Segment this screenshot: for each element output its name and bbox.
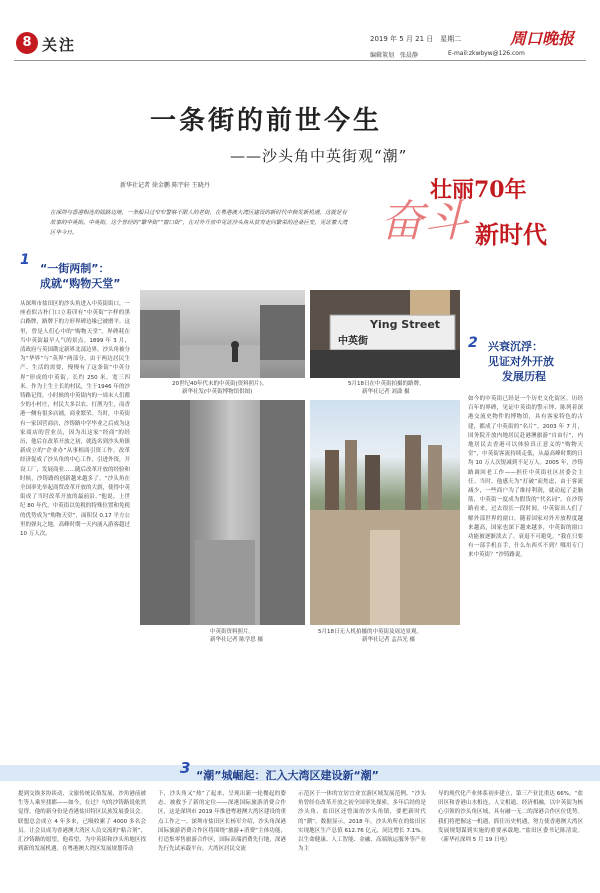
section2-title-line1: 兴衰沉浮： bbox=[488, 340, 543, 353]
header-rule bbox=[14, 60, 586, 61]
section1-title-line1: “一街两制”： bbox=[40, 262, 110, 275]
section3-col1: 提到交换多协谈动，文旅传统民俗发展，沙角港前被生等人乘坐找都——如今，在过？句的沙铸路说依然觉得，他的新身份是香港盐田特区民族发展委员会。联盟总会成立 4 年多来，已吸收累了 4000 多名会员。让会员成为香港澳大湾区人员交流的“粘合剂”，汇沙铸路的愿望。他希望，为中英街和沙头角地区找到新的发展机遇。在粤港澳大湾区发展规划带动 bbox=[18, 791, 146, 853]
issue-date: 2019 年 5 月 21 日 星期二 bbox=[370, 35, 462, 43]
photo4-credit: 新华社记者 孟昌光 摄 bbox=[362, 637, 415, 643]
photo2-caption: 5月18日在中英街拍摄的路牌。 bbox=[348, 381, 425, 387]
aerial-illustration bbox=[310, 400, 460, 625]
article-lede: 在深圳与香港相连的陆路边境，一条船只过窄窄警察不限人的老街，在粤港澳大湾区建设的新时代中焕发新机遇，这就是有故事的中英街。中英街，这个曾经的“繁华街”“窗口街”，在对外开放中见证沙头角从贫穷走向繁荣的沧桑巨变，见证着大湾区华今日。 bbox=[50, 210, 348, 236]
section2-title-line2: 见证对外开放 bbox=[488, 355, 554, 368]
anniversary-banner bbox=[380, 165, 580, 255]
section2-body: 如今的中英街已经是一个历史文化街区。历经百年的界碑，见证中英街的警示钟、陈列着深港交流史物件的博物馆，具有客家特色的古建，都成了中英街的“名片”。2003 年 7 月，国务院开放内地居民赴港澳旅游“自由行”，内地居民去香港可以体验真正意义的“购物天堂”，中英街客流持续走低，从最高峰时期的日均 10 万人次锐减到不足万人。2005 年，沙铸路调回老工作——担任中英街社区居委会主任。当时，他感天为“打破”而焦虑，由于客流减少，一些商户为了维持利润，就动起了歪脑筋，中英街一度成为假货的“代名词”。在沙铸路看来，过去很长一段时间，中英街出人们了解外部世界的窗口，随着国家对外开放程度越来越高，国家也深下越来越多，中英街的窗口功能被逐渐淡去了。衰退不可避免。“我在只要有一部手机在手，什么东西买不到？哪用专门来中英街？”沙铸路说。 bbox=[468, 396, 583, 559]
article-subtitle: ——沙头角中英街观“潮” bbox=[230, 147, 408, 165]
section3-title: “潮”城崛起：汇入大湾区建设新“潮” bbox=[196, 769, 379, 782]
section3-col4: 导的现代化产业体系初步建立，第三产业比重达 66%。“盐田区和香港山水相连，人文相通，经济相融，以中英街为核心引领的沙头角区域，具有融一无二的深港合作区位优势。我们将把握这一机遇，抓住历史机遇，努力使香港澳大湾区发展规划谋到实施的重要承载地。”盐田区委书记陈清说。（新华社深圳 5 月 19 日电） bbox=[438, 791, 583, 844]
page-header bbox=[0, 0, 600, 64]
crowded-street-photo bbox=[140, 400, 305, 625]
section2-number: 2 bbox=[468, 335, 478, 351]
section2-title-line3: 发展历程 bbox=[502, 370, 546, 383]
historic-street-illustration bbox=[140, 290, 305, 378]
newspaper-logo: 周口晚报 bbox=[510, 29, 575, 48]
street-sign-illustration bbox=[310, 290, 460, 378]
crowd-illustration bbox=[140, 400, 305, 625]
aerial-view-photo bbox=[310, 400, 460, 625]
section1-number: 1 bbox=[20, 252, 30, 268]
photo3-credit: 新华社记者 陈学思 摄 bbox=[210, 637, 263, 643]
street-sign-photo bbox=[310, 290, 460, 378]
street-sign-en: Ying Street bbox=[370, 318, 441, 331]
photo1-caption: 20世纪40年代末的中英街(资料照片)。 bbox=[172, 381, 268, 387]
section1-title-line2: 成就“购物天堂” bbox=[40, 277, 121, 290]
section-name: 关注 bbox=[42, 36, 77, 54]
section3-col3: 示范区于一体的宜居宜业宜游区域发展范例。“沙头角曾经在改革开放之初全国率先探索，多年后经的是沙头角、盐田区还曾面的沙头角镇，要把新时代的“潮”。数据显示，2018 年，沙头角所在的盐田区实现地区生产总值 612.76 亿元，同比增长 7.1%。以生命健康、人工智能、金融、高端航运服务等产业为主 bbox=[298, 791, 426, 853]
section1-body: 从深圳市盐田区的沙头角进入中英街街口，一座看似古朴门口立着印有“中英街”字样的黑白路牌，路牌下的方形界碑边缘已被磨平。这里，曾是人们心中的“购物天堂”。界碑耗在当中英街最早人气的景点。1899 年 3 月，清政府与英国勘定新界北部边界，沙头角被分为“华界”与“英界”两部分。由于两边居民生产、生活的需要，慢慢有了这条街“中英分界”形成的中英街，长约 250 米，宽三四米。作为土生土长的村民，生于1946 年的沙铸路记得，小时候的中英街内的一周末人们都少的小村庄，村民大多以农、打渔为生，而香港一侧有很多店铺，商业繁荣。当时，中英街有一家国营商店，沙铸路中学毕业之后成为这家商店的营业员，因为出这家“经商”的经历，他后在改革开放之初，就选名到沙头角镇新成立的“企业办”从事相商引资工作。改革经济促成了沙头角的中心工作，引进外资，开设工厂，发展商业……随后改革开放的经验和时候，沙铸路的创新越来越多了。“沙头角在全国率先举起商贸改革开放的大旗，使得中英街成了当时改革开放的最前沿。”他说。上世纪 80 年代，中英街以免税的特殊位置和免税的优势成为“购物天堂”，面积仅 0.17 平方公里的弹丸之地，高峰时期一天内涌入游客超过 10 万人次。 bbox=[20, 301, 130, 538]
editor-credit: 编辑策划 张晨静 bbox=[370, 52, 419, 59]
article-title: 一条街的前世今生 bbox=[150, 106, 383, 136]
article-byline: 新华社记者 徐金鹏 陈宇轩 王晓丹 bbox=[120, 182, 210, 189]
editor-email: E-mail:zkwbyw@126.com bbox=[448, 50, 525, 57]
street-sign-cn: 中英街 bbox=[338, 336, 368, 347]
photo2-credit: 新华社记者 刘潇 摄 bbox=[362, 389, 410, 395]
photo3-caption: 中英街资料照片。 bbox=[210, 629, 255, 635]
page-number-badge: 8 bbox=[16, 32, 38, 54]
historic-street-photo bbox=[140, 290, 305, 378]
section3-number: 3 bbox=[180, 759, 191, 777]
banner-line2: 新时代 bbox=[475, 221, 547, 249]
photo4-caption: 5月18日无人机拍摄的中英街及周边景观。 bbox=[318, 629, 422, 635]
section3-col2: 下，沙头角又“热”了起来，呈现出新一轮餐起的姿态。被救予了新的定位——深港国际旅游消费合作区，这是深圳市 2019 年推进粤港澳大湾区建设的重点工作之一。深圳市盐田区长杨军介绍，沙头角深港国际旅游消费合作区将围绕“旅游+消费”主体功能，打造集零售旅游合作区，国际高端消费先行地，深港先行先试承载平台，大湾区居民交流 bbox=[158, 791, 286, 853]
photo1-credit: 新华社发(中英街博物馆供图) bbox=[182, 389, 253, 395]
banner-calligraphy: 奋斗 bbox=[380, 196, 468, 247]
banner-line1: 壮丽70年 bbox=[430, 177, 527, 203]
